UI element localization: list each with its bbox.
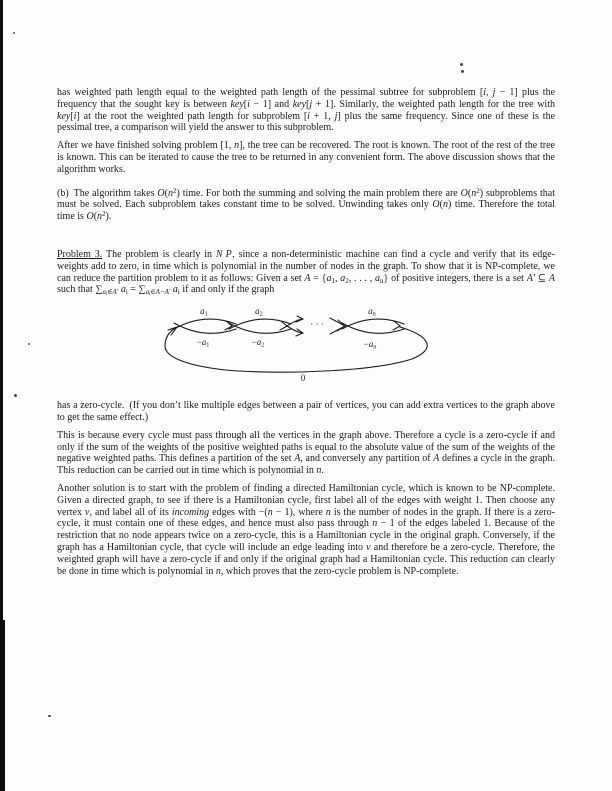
scan-speck [14,394,17,397]
paragraph-problem-3: Problem 3. The problem is clearly in N P, since a non-deterministic machine can find a cycle and verify that its edge-weights add to zero, in time which is polynomial in the number of nodes in the graph. To show that it is NP-complete, we can reduce the partition problem to it as follows: Given a set A = {a1, a2, . . . , an} of positive integers, there is a set A′ ⊆ A such that ∑ai∈A′ ai = ∑ai∈A−A′ ai if and only if the graph [57,248,556,298]
edge-label-a2: a2 [255,306,263,318]
text-column [57,0,555,577]
edge-label-zero: 0 [300,373,306,384]
paragraph-pessimal-subtree: has weighted path length equal to the weighted path length of the pessimal subtree for subproblem [i, j − 1] plus the frequency that the sought key is between key[i − 1] and key[j + 1]. Similarly, the weighted path length for the tree with key[i] at the root the weighted path length for subproblem [i + 1, j] plus the same frequency. Since one of these is the pessimal tree, a comparison will yield the answer to this subproblem. [57,87,556,134]
scan-speck [13,32,15,34]
paragraph-tree-recovery: After we have finished solving problem [1, n], the tree can be recovered. The root is known. The root of the rest of the tree is known. This can be iterated to cause the tree to be returned in any convenient form. The above discussion shows that the algorithm works. [57,140,555,175]
paragraph-part-b-complexity: (b) The algorithm takes $O(n^2)$ time. For both the summing and solving the main problem there are $O(n^2)$ subproblems that must be solved. Each subproblem takes constant time to be solved. Unwinding takes only O(n) time. Therefore the total time is $O(n^2)$. [57,186,556,223]
scan-border-left-thick [0,620,5,791]
paragraph-partition-argument: This is because every cycle must pass through all the vertices in the graph above. Therefore a cycle is a zero-cycle if and only if the sum of the weights of the positive weighted paths is equal to the absolute value of the sum of the weights of the negative weighted paths. This defines a partition of the set A, and conversely any partition of A defines a cycle in the graph. This reduction can be carried out in time which is polynomial in n. [57,429,555,477]
scan-speck [28,343,30,345]
edge-label-minus-a2: −a2 [251,337,265,349]
ellipsis-dots: · · · [310,319,324,330]
paragraph-hamiltonian-solution: Another solution is to start with the problem of finding a directed Hamiltonian cycle, which is known to be NP-complete. Given a directed graph, to see if there is a Hamiltonian cycle, first label all of the edges with weight 1. Then choose any vertex v, and label all of its incoming edges with −(n − 1), where n is the number of nodes in the graph. If there is a zero-cycle, it must contain one of these edges, and hence must also pass through n − 1 of the edges labeled 1. Because of the restriction that no node appears twice on a zero-cycle, this is a Hamiltonian cycle in the original graph. Conversely, if the graph has a Hamiltonian cycle, that cycle will include an edge leading into v and therefore be a zero-cycle. Therefore, the weighted graph will have a zero-cycle if and only if the original graph had a Hamiltonian cycle. This reduction can clearly be done in time which is polynomial in n, which proves that the zero-cycle problem is NP-complete. [57,482,555,577]
edge-label-minus-a1: −a1 [196,337,210,349]
zero-cycle-graph-figure [140,304,476,396]
scan-speck [48,715,51,717]
graph-drawing [140,304,476,396]
edge-label-an: an [368,306,376,318]
edge-label-minus-an: −an [363,339,377,351]
paragraph-zero-cycle-note: has a zero-cycle. (If you don’t like multiple edges between a pair of vertices, you can add extra vertices to the graph above to get the same effect.) [57,400,555,423]
edge-label-a1: a1 [200,306,208,318]
